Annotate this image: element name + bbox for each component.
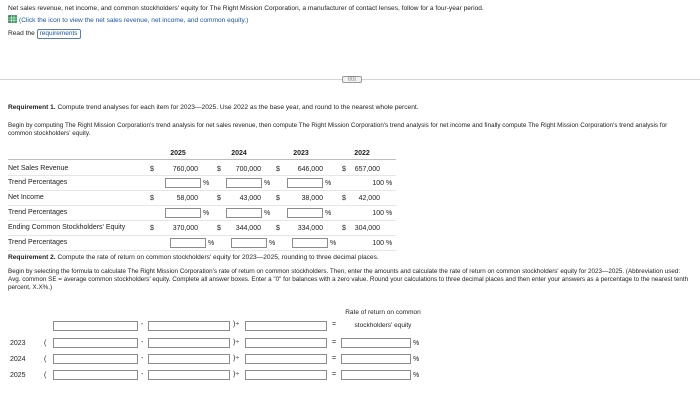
- 2024-numerator-input[interactable]: [53, 354, 138, 364]
- net-sales-2024: 700,000: [235, 166, 261, 173]
- req2-heading: [8, 254, 379, 261]
- trend-income-2022: 100: [372, 210, 384, 217]
- trend-income-2025-input[interactable]: [165, 208, 201, 218]
- row-label-equity: Ending Common Stockholders' Equity: [8, 224, 126, 231]
- dollar-sign: $: [342, 225, 346, 232]
- requirements-button[interactable]: requirements: [37, 29, 81, 39]
- trend-sales-2022: 100: [372, 180, 384, 187]
- pct-sign: %: [413, 356, 420, 363]
- pct-sign: %: [203, 180, 210, 187]
- pct-sign: %: [264, 210, 271, 217]
- divider-handle[interactable]: (((((: [342, 76, 362, 83]
- req2-title: Requirement 2.: [8, 254, 56, 261]
- 2023-numerator-input[interactable]: [53, 338, 138, 348]
- row-year-2024: 2024: [10, 356, 26, 363]
- row-year-2025: 2025: [10, 372, 26, 379]
- 2025-denominator-input[interactable]: [245, 370, 327, 380]
- pct-sign: %: [413, 372, 420, 379]
- req1-title: Requirement 1.: [8, 104, 56, 111]
- net-sales-2022: 657,000: [354, 166, 380, 173]
- row-label-net-sales: Net Sales Revenue: [8, 165, 69, 172]
- equity-2025: 370,000: [172, 225, 198, 232]
- 2023-deduction-input[interactable]: [148, 338, 230, 348]
- pct-sign: %: [386, 240, 393, 247]
- close-divide: )÷: [233, 339, 240, 346]
- dollar-sign: $: [150, 225, 154, 232]
- trend-equity-2025-input[interactable]: [170, 238, 206, 248]
- open-paren: (: [44, 372, 47, 379]
- minus-sign: -: [141, 321, 144, 328]
- minus-sign: -: [141, 339, 144, 346]
- 2023-roe-input[interactable]: [341, 338, 411, 348]
- trend-equity-2023-input[interactable]: [292, 238, 328, 248]
- pct-sign: %: [269, 240, 276, 247]
- trend-income-2023-input[interactable]: [287, 208, 323, 218]
- net-sales-2025: 760,000: [172, 166, 198, 173]
- dollar-sign: $: [276, 166, 280, 173]
- dollar-sign: $: [276, 225, 280, 232]
- net-income-2024: 43,000: [239, 195, 261, 202]
- equity-2023: 334,000: [297, 225, 323, 232]
- 2024-deduction-input[interactable]: [148, 354, 230, 364]
- req1-text: Compute trend analyses for each item for 2023—2025. Use 2022 as the base year, and round to the nearest whole percent.: [57, 104, 419, 111]
- 2024-roe-input[interactable]: [341, 354, 411, 364]
- equity-2022: 304,000: [354, 225, 380, 232]
- pct-sign: %: [325, 180, 332, 187]
- pct-sign: %: [330, 240, 337, 247]
- row-label-trend-equity: Trend Percentages: [8, 239, 68, 246]
- dollar-sign: $: [276, 195, 280, 202]
- net-income-2025: 58,000: [176, 195, 198, 202]
- dollar-sign: $: [150, 195, 154, 202]
- equals-sign: =: [332, 339, 337, 346]
- 2023-denominator-input[interactable]: [245, 338, 327, 348]
- equals-sign: =: [332, 371, 337, 378]
- trend-equity-2024-input[interactable]: [231, 238, 267, 248]
- 2025-numerator-input[interactable]: [53, 370, 138, 380]
- open-paren: (: [44, 356, 47, 363]
- roe-header-line1: Rate of return on common: [345, 309, 421, 316]
- read-prefix: Read the: [8, 30, 35, 37]
- pct-sign: %: [386, 210, 393, 217]
- row-label-net-income: Net Income: [8, 194, 44, 201]
- close-divide: )÷: [233, 355, 240, 362]
- year-header-2024: 2024: [231, 150, 247, 157]
- read-requirements-row: [8, 29, 81, 39]
- req2-instructions: Begin by selecting the formula to calculate The Right Mission Corporation's rate of return on common stockholders. Then, enter the amounts and calculate the rate of return on common stockholders' equity for 2023—2025. (Abbreviation used: Avg. common SE = average common stockholders' equity. Complete all answer boxes. Enter a "0" for balances with a zero value. Round your calculations to three decimal places and then enter your answers as a percentage to the nearest tenth percent, X.X%.): [8, 268, 689, 291]
- row-year-2023: 2023: [10, 340, 26, 347]
- row-label-trend-income: Trend Percentages: [8, 209, 68, 216]
- formula-denominator-select[interactable]: [245, 321, 327, 331]
- formula-numerator-select[interactable]: [53, 321, 138, 331]
- 2025-roe-input[interactable]: [341, 370, 411, 380]
- pct-sign: %: [325, 210, 332, 217]
- minus-sign: -: [141, 355, 144, 362]
- formula-deduction-select[interactable]: [148, 321, 230, 331]
- req1-heading: [8, 104, 419, 111]
- dollar-sign: $: [342, 195, 346, 202]
- pct-sign: %: [386, 180, 393, 187]
- net-sales-2023: 646,000: [297, 166, 323, 173]
- row-label-trend-sales: Trend Percentages: [8, 179, 68, 186]
- open-paren: (: [44, 340, 47, 347]
- data-link-row[interactable]: [8, 15, 248, 24]
- net-income-2022: 42,000: [358, 195, 380, 202]
- dollar-sign: $: [217, 225, 221, 232]
- dollar-sign: $: [150, 166, 154, 173]
- req2-text: Compute the rate of return on common stockholders' equity for 2023—2025, rounding to three decimal places.: [57, 254, 379, 261]
- pct-sign: %: [208, 240, 215, 247]
- 2025-deduction-input[interactable]: [148, 370, 230, 380]
- close-divide: )÷: [233, 371, 240, 378]
- net-income-2023: 38,000: [301, 195, 323, 202]
- trend-equity-2022: 100: [372, 240, 384, 247]
- data-link-text[interactable]: (Click the icon to view the net sales revenue, net income, and common equity.): [19, 17, 249, 24]
- trend-sales-2023-input[interactable]: [287, 178, 323, 188]
- year-header-2025: 2025: [170, 150, 186, 157]
- trend-income-2024-input[interactable]: [226, 208, 262, 218]
- dollar-sign: $: [217, 195, 221, 202]
- trend-sales-2025-input[interactable]: [165, 178, 201, 188]
- 2024-denominator-input[interactable]: [245, 354, 327, 364]
- close-divide: )÷: [233, 321, 240, 328]
- pct-sign: %: [413, 340, 420, 347]
- roe-header-line2: stockholders' equity: [354, 322, 412, 329]
- year-header-2022: 2022: [354, 150, 370, 157]
- equals-sign: =: [332, 321, 337, 328]
- intro-text: Net sales revenue, net income, and common stockholders' equity for The Right Mission Corporation, a manufacturer of contact lenses, follow for a four-year period.: [8, 5, 484, 12]
- pct-sign: %: [264, 180, 271, 187]
- year-header-2023: 2023: [293, 150, 309, 157]
- equals-sign: =: [332, 355, 337, 362]
- pct-sign: %: [203, 210, 210, 217]
- minus-sign: -: [141, 371, 144, 378]
- trend-sales-2024-input[interactable]: [226, 178, 262, 188]
- dollar-sign: $: [217, 166, 221, 173]
- table-icon[interactable]: [8, 15, 17, 23]
- req1-instructions: Begin by computing The Right Mission Corporation's trend analysis for net sales revenue, then compute The Right Mission Corporation's trend analysis for net income and finally compute The Right Mission Corporation's trend analysis for common stockholders' equity.: [8, 122, 668, 137]
- dollar-sign: $: [342, 166, 346, 173]
- equity-2024: 344,000: [235, 225, 261, 232]
